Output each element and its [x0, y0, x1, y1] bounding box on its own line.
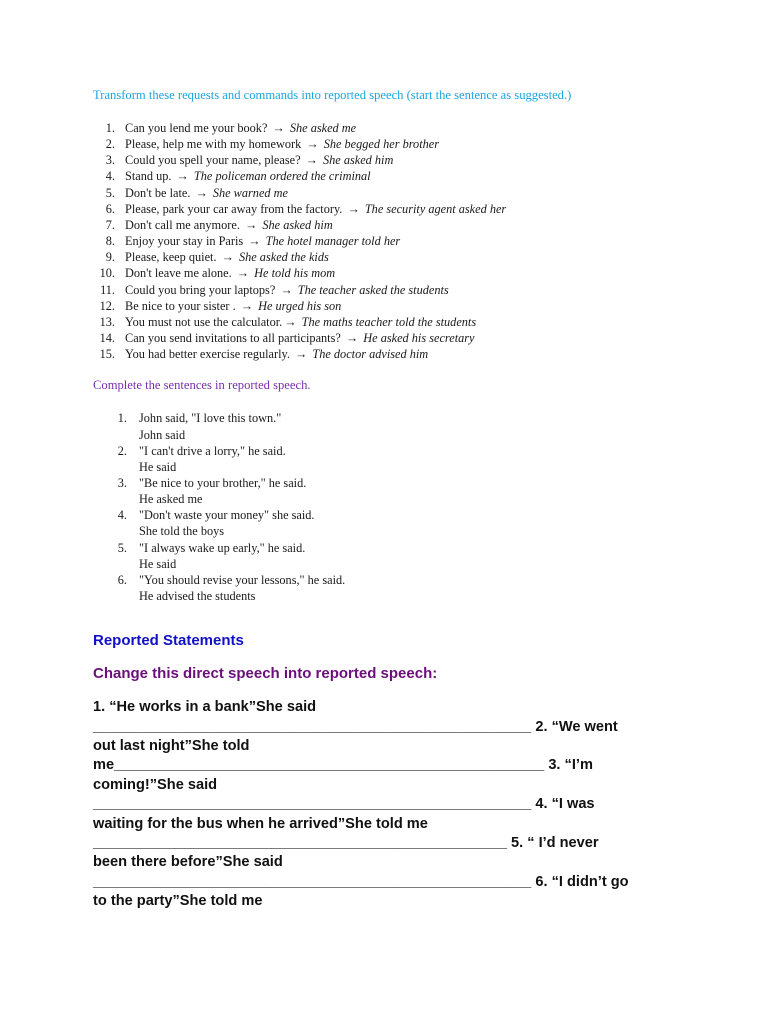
list-item: 2. "I can't drive a lorry," he said. He said	[93, 443, 693, 475]
sentence-start: John said	[139, 427, 186, 442]
list-item: 1. John said, "I love this town." John said	[93, 410, 693, 442]
list-item: 12. Be nice to your sister . → He urged his son	[99, 298, 342, 313]
exercise-line: to the party”She told me	[93, 893, 263, 910]
section2-exercise-list	[93, 410, 693, 604]
exercise-line: me_____________________________________________________ 3. “I’m	[93, 757, 593, 774]
arrow-icon: →	[280, 282, 293, 297]
arrow-icon: →	[284, 314, 297, 329]
arrow-icon: →	[221, 250, 234, 265]
list-item: 5. "I always wake up early," he said. He said	[93, 540, 693, 572]
direct-speech-quote: "You should revise your lessons," he said.	[139, 572, 346, 587]
exercise-line: ___________________________________________________ 5. “ I’d never	[93, 835, 599, 852]
list-item: 13. You must not use the calculator. → The maths teacher told the students	[99, 314, 477, 329]
list-item: 4. "Don't waste your money" she said. She told the boys	[93, 507, 693, 539]
list-item: 11. Could you bring your laptops? → The teacher asked the students	[100, 282, 449, 297]
sentence-start: He said	[139, 556, 177, 571]
exercise-line: waiting for the bus when he arrived”She told me	[93, 815, 428, 832]
exercise-line: ______________________________________________________ 4. “I was	[93, 796, 595, 813]
arrow-icon: →	[295, 347, 308, 362]
reported-statements-exercise	[93, 698, 693, 911]
section3-heading: Reported Statements	[93, 632, 244, 650]
list-item: 3. "Be nice to your brother," he said. He asked me	[93, 475, 693, 507]
list-item: 7. Don't call me anymore. → She asked him	[105, 217, 333, 232]
section3-subheading: Change this direct speech into reported speech:	[93, 665, 438, 683]
exercise-line: coming!”She said	[93, 776, 218, 793]
list-item: 14. Can you send invitations to all participants? → He asked his secretary	[99, 331, 475, 346]
list-item: 5. Don't be late. → She warned me	[105, 185, 288, 200]
list-item: 9. Please, keep quiet. → She asked the kids	[105, 250, 329, 265]
section1-exercise-list	[93, 120, 693, 362]
list-item: 4. Stand up. → The policeman ordered the criminal	[105, 169, 371, 184]
direct-speech-quote: "I always wake up early," he said.	[139, 540, 306, 555]
list-item: 1. Can you lend me your book? → She asked me	[105, 121, 357, 135]
exercise-line: been there before”She said	[93, 854, 283, 871]
direct-speech-quote: "I can't drive a lorry," he said.	[139, 443, 286, 458]
arrow-icon: →	[176, 169, 189, 184]
exercise-line: ______________________________________________________ 6. “I didn’t go	[93, 873, 629, 890]
arrow-icon: →	[347, 201, 360, 216]
arrow-icon: →	[195, 185, 208, 200]
arrow-icon: →	[248, 234, 261, 249]
sentence-start: He advised the students	[139, 589, 256, 604]
arrow-icon: →	[244, 217, 258, 232]
list-item: 8. Enjoy your stay in Paris → The hotel manager told her	[105, 234, 401, 249]
list-item: 15. You had better exercise regularly. → The doctor advised him	[99, 347, 429, 362]
worksheet-page	[93, 88, 693, 912]
exercise-line: out last night”She told	[93, 738, 250, 755]
section1-instruction: Transform these requests and commands into reported speech (start the sentence as suggested.)	[93, 88, 572, 102]
arrow-icon: →	[236, 266, 250, 281]
arrow-icon: →	[306, 137, 319, 152]
list-item: 6. "You should revise your lessons," he said. He advised the students	[93, 572, 693, 604]
arrow-icon: →	[305, 153, 318, 168]
direct-speech-quote: John said, "I love this town."	[139, 411, 282, 426]
list-item: 3. Could you spell your name, please? → She asked him	[105, 153, 394, 168]
arrow-icon: →	[345, 331, 359, 346]
section2-instruction: Complete the sentences in reported speech.	[93, 378, 311, 393]
sentence-start: She told the boys	[139, 524, 225, 539]
exercise-line: 1. “He works in a bank”She said	[93, 699, 317, 716]
sentence-start: He said	[139, 459, 177, 474]
list-item: 2. Please, help me with my homework → She begged her brother	[105, 137, 440, 152]
direct-speech-quote: "Don't waste your money" she said.	[139, 508, 315, 523]
arrow-icon: →	[272, 121, 285, 135]
list-item: 10. Don't leave me alone. → He told his mom	[99, 266, 336, 281]
direct-speech-quote: "Be nice to your brother," he said.	[139, 475, 307, 490]
list-item: 6. Please, park your car away from the factory. → The security agent asked her	[105, 201, 507, 216]
sentence-start: He asked me	[139, 492, 203, 507]
exercise-line: ______________________________________________________ 2. “We went	[93, 718, 618, 735]
arrow-icon: →	[240, 298, 254, 313]
